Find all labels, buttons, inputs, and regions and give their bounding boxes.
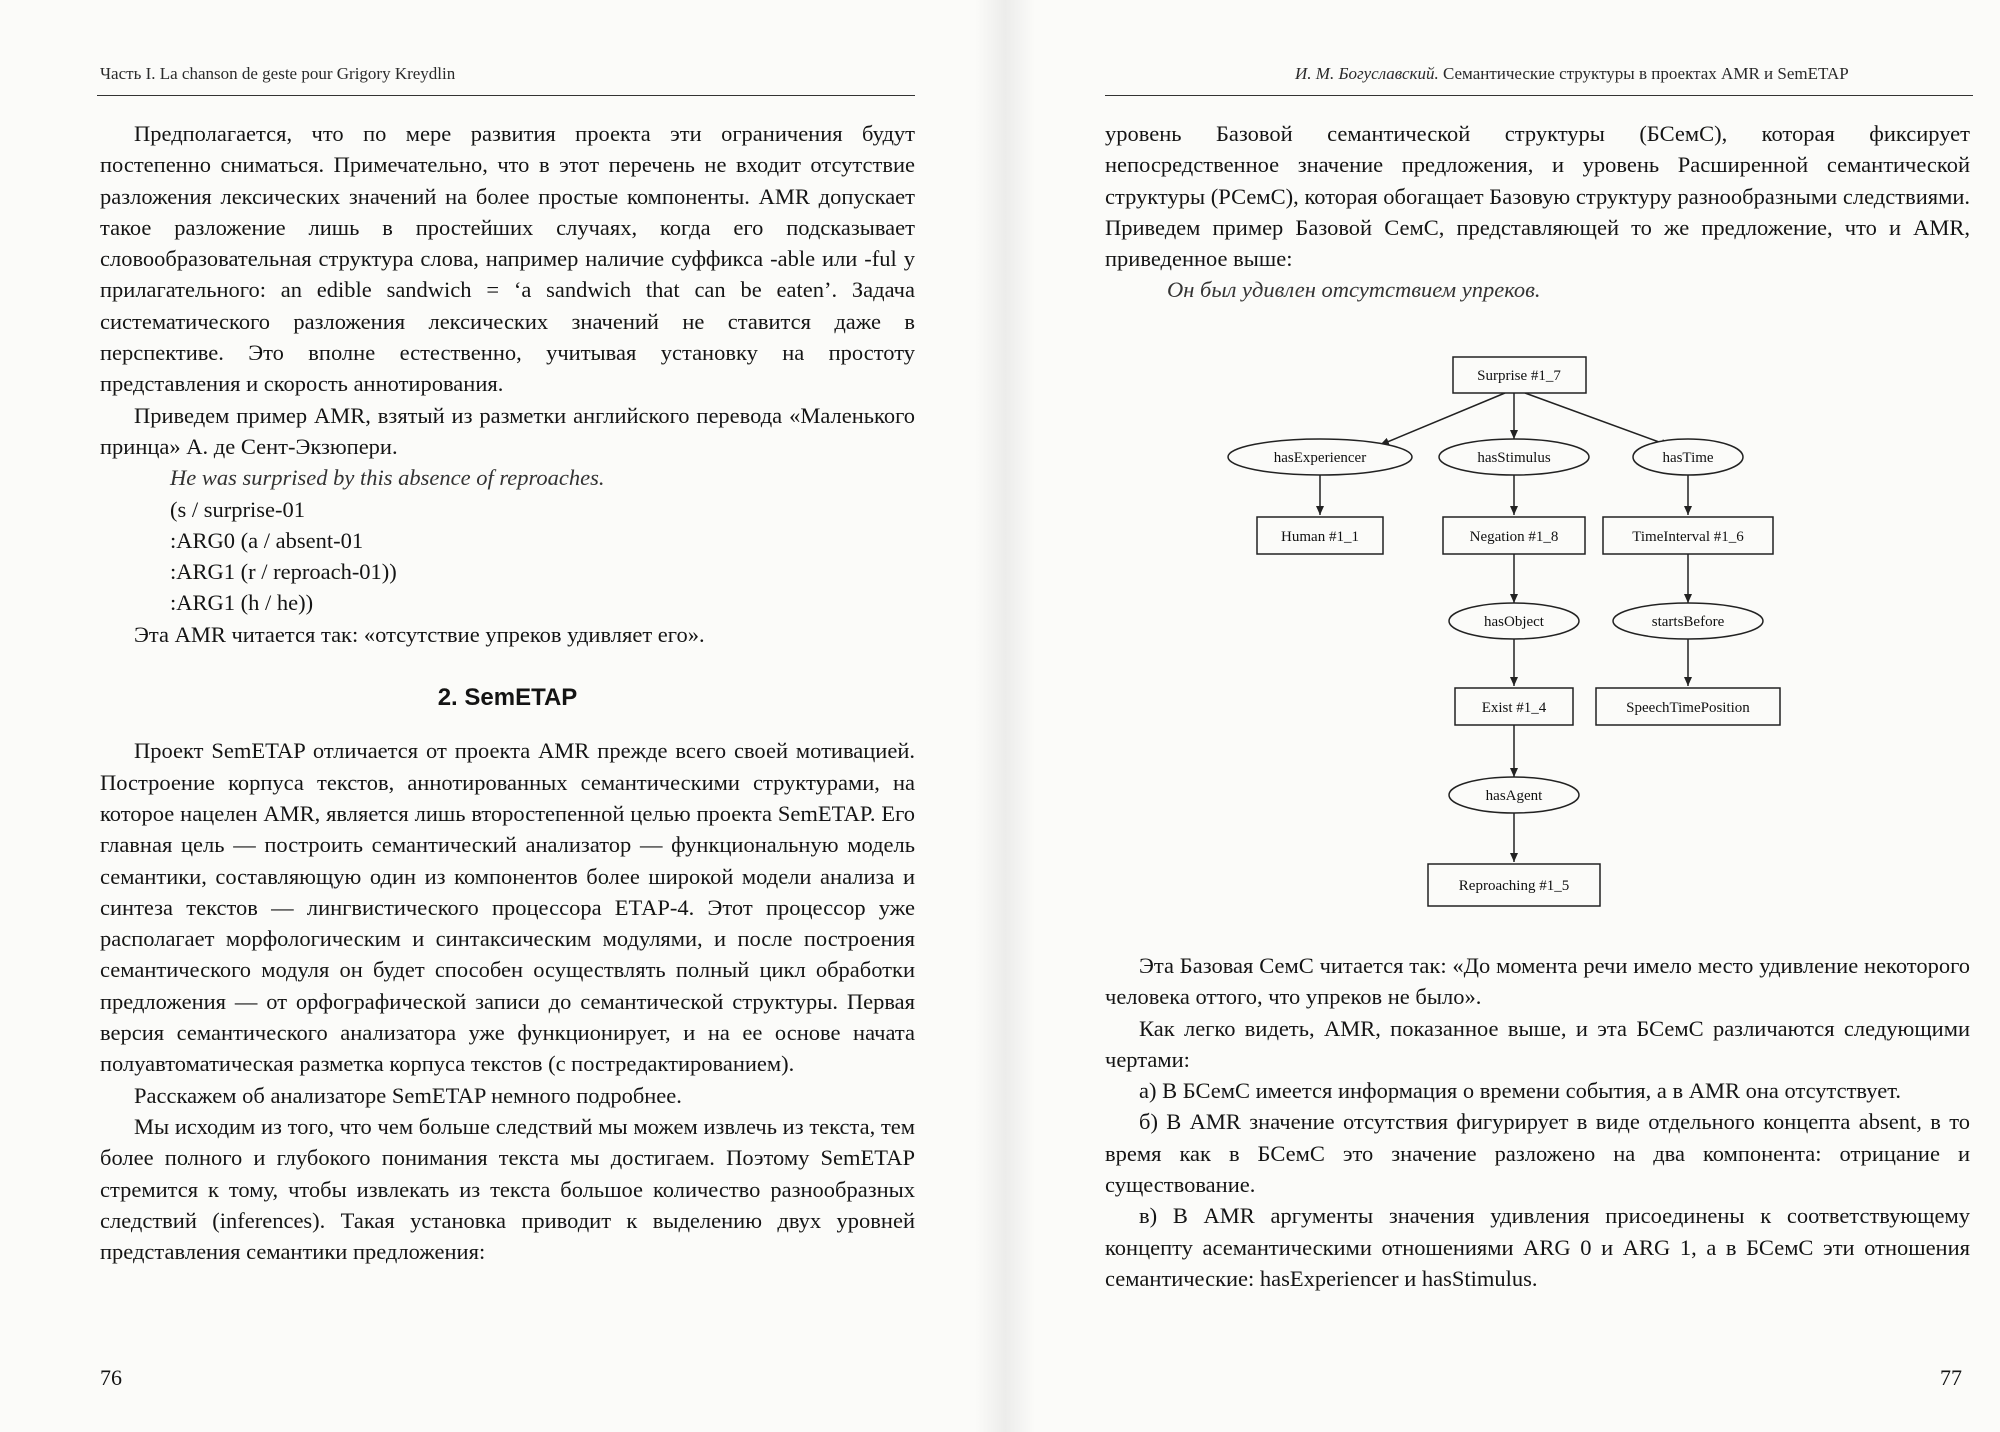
semantic-structure-graph [1200,335,1820,925]
graph-relation-label: hasAgent [1485,788,1543,804]
paragraph: Мы исходим из того, что чем больше следствий мы можем извлечь из текста, тем более полного и глубокого понимания текста мы достигаем. Поэтому SemETAP стремится к тому, чтобы извлекать из текста большое количество разнообразных следствий (inferences). Такая установка приводит к выделению двух уровней представления семантики предложения: [100,1113,915,1265]
graph-edge [1380,393,1505,445]
graph-relation-label: hasTime [1662,450,1714,466]
graph-node-label: Surprise #1_7 [1477,368,1561,384]
left-page [0,0,960,1432]
graph-node-label: Negation #1_8 [1469,529,1559,545]
graph-edge [1525,393,1670,446]
amr-line: :ARG1 (r / reproach-01)) [170,559,397,585]
page-number-left: 76 [100,1365,122,1390]
running-head-title: Семантические структуры в проектах AMR и SemETAP [1442,64,1849,83]
example-sentence-russian: Он был удивлен отсутствием упреков. [1167,277,1541,303]
graph-node-label: Reproaching #1_5 [1458,878,1570,894]
paragraph: б) В AMR значение отсутствия фигурирует в виде отдельного концепта absent, в то время как в БСемС это значение разложено на два компонента: отрицание и существование. [1105,1109,1970,1198]
amr-line: :ARG0 (a / absent-01 [170,527,364,553]
paragraph: в) В AMR аргументы значения удивления присоединены к соответствующему концепту асемантическими отношениями ARG 0 и ARG 1, а в БСемС эти отношения семантические: hasExperiencer и hasStimulus. [1105,1203,1970,1291]
graph-node-label: Human #1_1 [1281,529,1359,545]
paragraph: Приведем пример AMR, взятый из разметки английского перевода «Маленького принца» А. де Сент-Экзюпери. [100,402,915,459]
page-number-right: 77 [1940,1365,1962,1390]
paragraph: Эта Базовая СемС читается так: «До момента речи имело место удивление некоторого человека оттого, что упреков не было». [1105,953,1970,1010]
graph-node-label: Exist #1_4 [1481,700,1547,716]
graph-relation-label: hasExperiencer [1273,450,1367,466]
graph-relation-label: hasStimulus [1477,450,1551,466]
section-heading: 2. SemETAP [437,684,578,712]
paragraph: Расскажем об анализаторе SemETAP немного подробнее. [134,1082,682,1108]
amr-line: (s / surprise-01 [170,496,305,522]
paragraph: уровень Базовой семантической структуры (БСемС), которая фиксирует непосредственное значение предложения, и уровень Расширенной семантической структуры (РСемС), которая обогащает Базовую структуру разнообразными следствиями. Приведем пример Базовой СемС, представляющей то же предложение, что и AMR, приведенное выше: [1105,121,1970,272]
right-text-bottom [1105,950,1970,1294]
running-head-rule [97,95,915,96]
paragraph: Проект SemETAP отличается от проекта AMR прежде всего своей мотивацией. Построение корпуса текстов, аннотированных семантическими структурами, на которое нацелен AMR, является лишь второстепенной целью проекта SemETAP. Его главная цель — построить семантический анализатор — функциональную модель семантики, составляющую один из компонентов более широкой модели анализа и синтеза текстов — лингвистического процессора ЕТАР-4. Этот процессор уже располагает морфологическим и синтаксическим модулями, и после построения семантического модуля он будет способен осуществлять полный цикл обработки предложения — от орфографической записи до семантической структуры. Первая версия семантического анализатора уже функционирует, и на ее основе начата полуавтоматическая разметка корпуса текстов (с постредактированием). [100,738,915,1077]
graph-relation-label: hasObject [1484,614,1544,630]
example-sentence-english: He was surprised by this absence of reproaches. [170,465,605,491]
amr-reading: Эта AMR читается так: «отсутствие упреков удивляет его». [134,621,705,647]
paragraph: а) В БСемС имеется информация о времени события, а в AMR она отсутствует. [1139,1078,1901,1104]
graph-node-label: SpeechTimePosition [1626,700,1750,716]
graph-relation-label: startsBefore [1651,614,1725,630]
running-head-author: И. М. Богуславский. [1295,64,1439,83]
running-head-right [1295,64,1849,84]
paragraph: Предполагается, что по мере развития проекта эти ограничения будут постепенно сниматься. Примечательно, что в этот перечень не входит отсутствие разложения лексических значений на более простые компоненты. AMR допускает такое разложение лишь в простейших случаях, когда его подсказывает словообразовательная структура слова, например наличие суффикса -able или -ful у прилагательного: an edible sandwich = ‘a sandwich that can be eaten’. Задача систематического разложения лексических значений не ставится даже в перспективе. Это вполне естественно, учитывая установку на простоту представления и скорость аннотирования. [100,121,915,397]
amr-line: :ARG1 (h / he)) [170,590,314,616]
book-spine-shadow [975,0,1035,1432]
left-text-column [100,118,915,1267]
right-text-top [1105,118,1970,306]
paragraph: Как легко видеть, AMR, показанное выше, и эта БСемС различаются следующими чертами: [1105,1015,1970,1072]
running-head-left: Часть I. La chanson de geste pour Grigory Kreydlin [100,64,456,83]
graph-node-label: TimeInterval #1_6 [1632,529,1744,545]
running-head-rule [1105,95,1973,96]
